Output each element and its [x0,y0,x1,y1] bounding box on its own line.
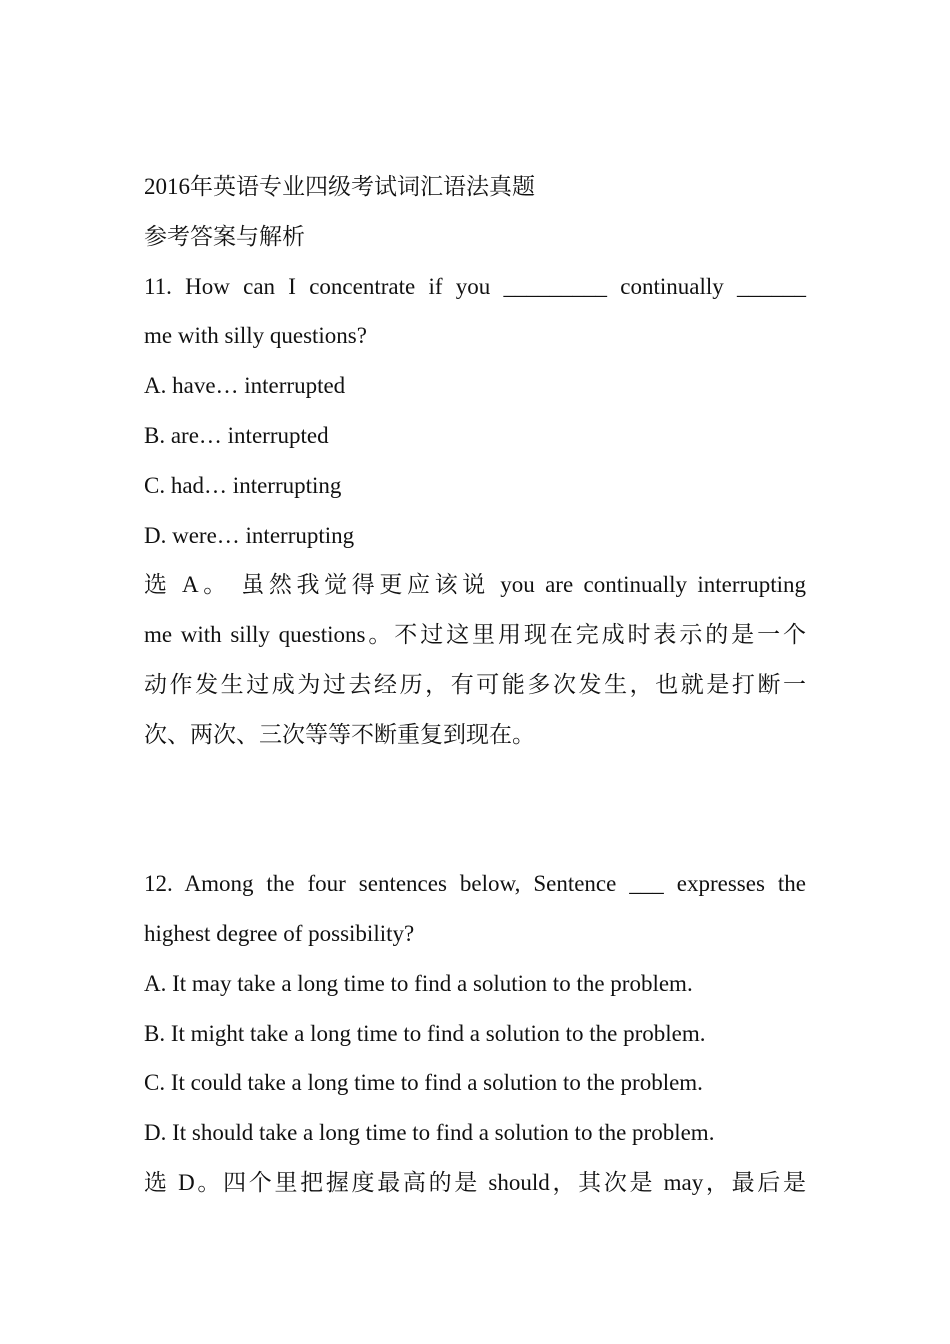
question-stem-line: me with silly questions? [144,323,367,349]
question-stem-line: highest degree of possibility? [144,920,415,946]
option-b: B. It might take a long time to find a solution to the problem. [144,1020,706,1046]
question-stem-line: 12. Among the four sentences below, Sentence ___ expresses the [144,871,806,897]
question-stem-line: 11. How can I concentrate if you _________ continually ______ [144,273,806,299]
option-a: A. It may take a long time to find a solution to the problem. [144,970,693,996]
option-c: C. It could take a long time to find a solution to the problem. [144,1070,703,1096]
option-d: D. were… interrupting [144,522,355,548]
explanation-line: 选 D。四个里把握度最高的是 should，其次是 may，最后是 [144,1169,806,1195]
document-page [144,162,806,1208]
option-a: A. have… interrupted [144,373,346,399]
explanation-line: 动作发生过成为过去经历，有可能多次发生，也就是打断一 [144,671,806,697]
question-12 [144,859,806,1208]
section-spacer [144,760,806,860]
document-title: 2016年英语专业四级考试词汇语法真题 [144,174,535,199]
question-11 [144,262,806,760]
option-d: D. It should take a long time to find a solution to the problem. [144,1120,715,1146]
explanation-line: 选 A。 虽然我觉得更应该说 you are continually interrupting [144,572,806,598]
document-subtitle: 参考答案与解析 [144,223,305,249]
explanation-line: me with silly questions。不过这里用现在完成时表示的是一个 [144,622,806,648]
explanation-line: 次、两次、三次等等不断重复到现在。 [144,721,535,747]
option-b: B. are… interrupted [144,422,329,448]
option-c: C. had… interrupting [144,472,342,498]
